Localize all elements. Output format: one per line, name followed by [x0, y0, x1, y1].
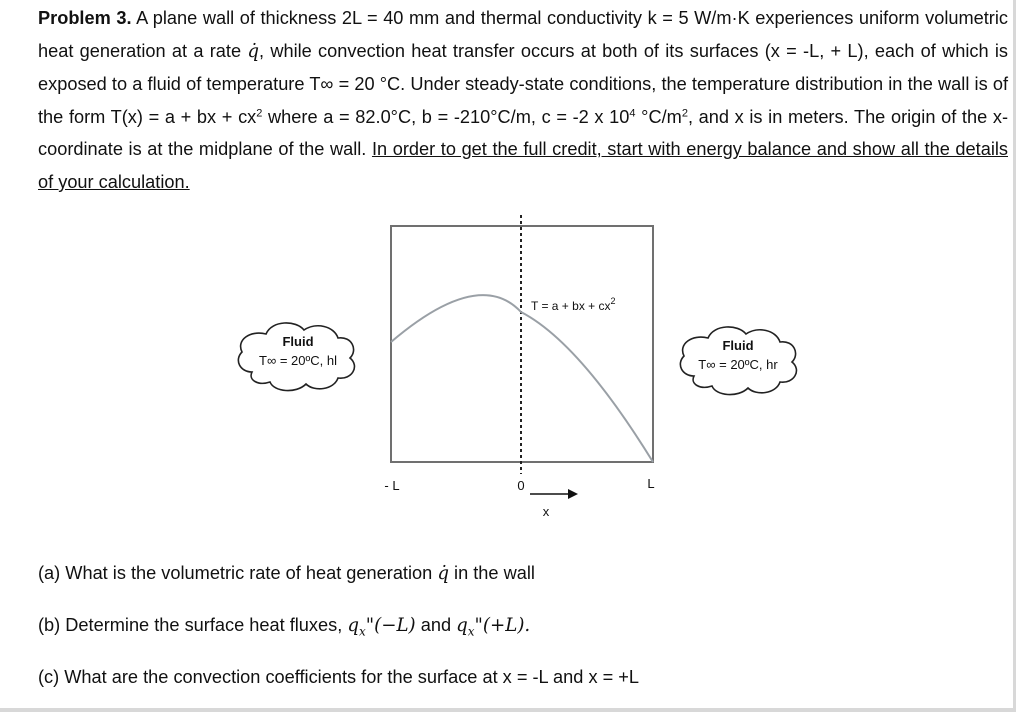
x-arrow-head [568, 489, 578, 499]
label-x: x [542, 504, 550, 519]
question-a-qdot: q̇ [437, 563, 449, 584]
heat-flux-q-2: q [456, 615, 468, 636]
right-fluid-params: T∞ = 20ºC, hr [698, 357, 778, 372]
superscript-2: 2 [256, 107, 263, 120]
right-fluid-title: Fluid [722, 338, 754, 353]
left-fluid-cloud [238, 323, 354, 391]
wall-diagram [230, 212, 810, 532]
wall-diagram-svg [230, 212, 810, 532]
label-L: L [647, 476, 655, 491]
question-a [38, 561, 535, 586]
heat-flux-sub-2: x [467, 624, 475, 639]
question-c [38, 665, 639, 689]
left-fluid-params: T∞ = 20ºC, hl [259, 353, 337, 368]
label-minus-L: - L [384, 478, 400, 493]
curve-equation: T = a + bx + $cx^2$ [531, 296, 616, 313]
heat-flux-arg-2: "(+L). [474, 615, 531, 636]
problem-text-5: , and x is in meters. The origin of the x-coordinate is at the midplane of the wall. [38, 106, 1009, 160]
problem-label: Problem 3. [38, 8, 132, 28]
heat-flux-plus-L [456, 615, 531, 639]
superscript-2b: 2 [681, 107, 688, 120]
problem-statement [38, 2, 1008, 199]
question-c-text: (c) What are the convection coefficients for the surface at x = -L and x = +L [38, 667, 640, 687]
qdot-symbol: q̇ [247, 40, 259, 62]
problem-text-2: , while convection heat transfer occurs at both of its surfaces (x = -L, + L), each of which is exposed to a fluid of temperature T∞ = 20 °C. Under steady-state conditions, the temperature distribution in the wall is of the form T(x) = a + bx + cx [38, 40, 1008, 127]
left-fluid-title: Fluid [282, 334, 314, 349]
question-b-prefix: (b) Determine the surface heat fluxes, [38, 615, 348, 635]
problem-text-3: where a = 82.0°C, b = -210°C/m, c = -2 x 10 [262, 106, 630, 127]
label-zero: 0 [517, 478, 525, 493]
problem-text-4: °C/m [635, 106, 682, 127]
heat-flux-arg-1: "(−L) [365, 615, 416, 636]
superscript-4: 4 [629, 107, 636, 120]
question-b-and: and [415, 615, 457, 635]
heat-flux-sub-1: x [359, 624, 366, 639]
question-b [38, 613, 530, 644]
problem-intro: A plane wall of thickness 2L = 40 mm and thermal conductivity k = 5 W/m·K experiences uniform volumetric heat generation at a rate [38, 8, 1008, 61]
credit-instruction: In order to get the full credit, start with energy balance and show all the details of your calculation. [38, 139, 1008, 192]
heat-flux-minus-L [347, 615, 416, 639]
heat-flux-q-1: q [347, 615, 359, 636]
right-fluid-cloud [680, 327, 796, 395]
question-a-suffix: in the wall [448, 563, 535, 583]
question-a-prefix: (a) What is the volumetric rate of heat generation [38, 563, 438, 583]
